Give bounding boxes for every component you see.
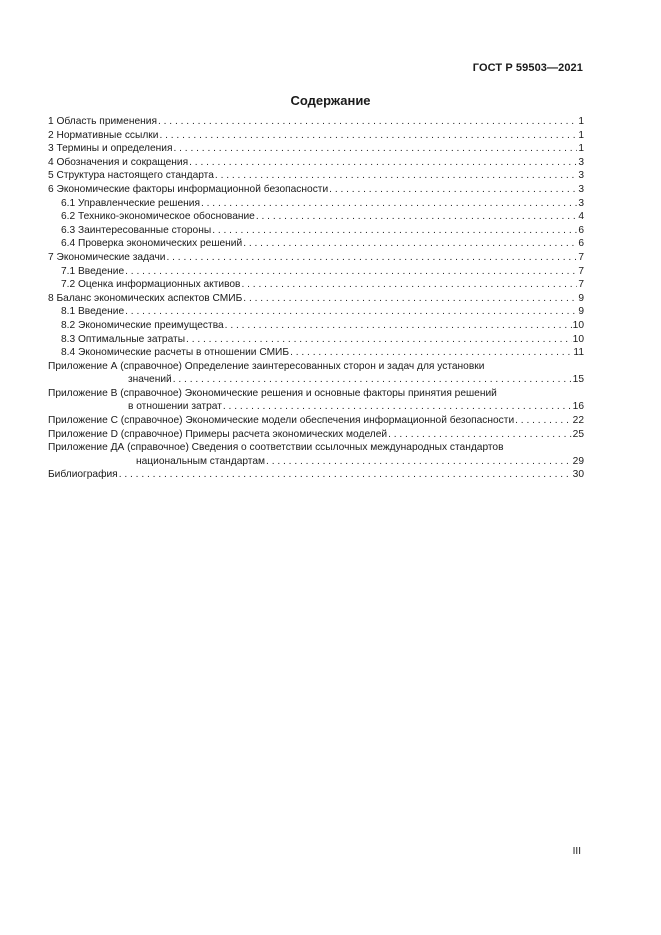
toc-leader [290, 346, 572, 360]
toc-entry-text: 7.2 Оценка информационных активов [61, 279, 241, 291]
toc-entry-text: национальным стандартам [136, 455, 266, 467]
toc-page-number: 15 [572, 374, 584, 386]
toc-entry-text: 8.4 Экономические расчеты в отношении СМИБ [61, 347, 290, 359]
toc-entry[interactable] [48, 142, 584, 156]
toc-entry-text: 1 Область применения [48, 116, 157, 127]
toc-leader [215, 169, 577, 183]
toc-entry-text: 7.1 Введение [61, 265, 125, 277]
toc-appendix[interactable] [48, 387, 584, 401]
toc-entry[interactable] [48, 183, 584, 197]
toc-entry[interactable] [48, 156, 584, 170]
toc-page-number: 7 [578, 279, 584, 291]
toc-entry-text: Приложение С (справочное) Экономические модели обеспечения информационной безопасности [48, 415, 515, 427]
toc-entry-text: в отношении затрат [128, 401, 222, 413]
toc-page-number: 16 [572, 401, 584, 413]
toc-page-number: 1 [578, 129, 584, 141]
toc-leader [256, 210, 577, 224]
toc-leader [125, 265, 577, 279]
page-number: III [572, 846, 581, 857]
toc-entry-text: Приложение А (справочное) Определение заинтересованных сторон и задач для установки [48, 360, 485, 372]
toc-page-number: 3 [578, 170, 584, 182]
toc-entry-text: 4 Обозначения и сокращения [48, 156, 189, 168]
toc-appendix[interactable] [48, 428, 584, 442]
toc-entry[interactable] [48, 115, 584, 129]
page-title: Содержание [290, 93, 371, 108]
toc-leader [159, 129, 577, 143]
toc-entry-text: 3 Термины и определения [48, 143, 173, 155]
toc-page-number: 9 [578, 306, 584, 318]
toc-entry-text: 6.2 Технико-экономическое обоснование [61, 211, 255, 223]
standard-designation: ГОСТ Р 59503—2021 [472, 62, 583, 74]
toc-entry-text: 8.2 Экономические преимущества [61, 319, 224, 331]
toc-subentry[interactable] [48, 333, 584, 347]
toc-page-number: 30 [572, 469, 584, 481]
toc-leader [212, 224, 577, 238]
toc-entry-text: 8.3 Оптимальные затраты [61, 333, 186, 345]
toc-leader [166, 251, 577, 265]
toc-leader [266, 455, 572, 469]
table-of-contents [48, 115, 584, 482]
toc-page-number: 1 [578, 116, 584, 127]
toc-leader [223, 400, 572, 414]
toc-leader [119, 468, 572, 482]
toc-entry-text: 8 Баланс экономических аспектов СМИБ [48, 292, 243, 304]
toc-page-number: 3 [578, 156, 584, 168]
toc-entry[interactable] [48, 169, 584, 183]
toc-leader [225, 319, 572, 333]
toc-leader [243, 292, 577, 306]
toc-entry-text: Приложение В (справочное) Экономические решения и основные факторы принятия решений [48, 387, 497, 399]
toc-appendix[interactable] [48, 414, 584, 428]
toc-page-number: 7 [578, 251, 584, 263]
toc-page-number: 25 [572, 428, 584, 440]
toc-page-number: 22 [572, 415, 584, 427]
toc-page-number: 11 [573, 347, 584, 359]
toc-leader [201, 197, 577, 211]
toc-entry-text: 2 Нормативные ссылки [48, 129, 159, 141]
toc-page-number: 6 [578, 224, 584, 236]
toc-leader [189, 156, 577, 170]
toc-leader [125, 305, 577, 319]
toc-subentry[interactable] [48, 237, 584, 251]
toc-leader [241, 278, 577, 292]
toc-subentry[interactable] [48, 319, 584, 333]
toc-subentry[interactable] [48, 305, 584, 319]
toc-subentry[interactable] [48, 346, 584, 360]
toc-entry[interactable] [48, 468, 584, 482]
toc-entry-text: Приложение ДА (справочное) Сведения о соответствии ссылочных международных стандартов [48, 442, 504, 454]
toc-page-number: 3 [578, 183, 584, 195]
toc-page-number: 1 [578, 143, 584, 155]
toc-entry-text: Библиография [48, 469, 118, 481]
toc-entry-text: Приложение D (справочное) Примеры расчета экономических моделей [48, 428, 388, 440]
toc-leader [158, 115, 577, 129]
toc-page-number: 3 [578, 197, 584, 209]
toc-subentry[interactable] [48, 197, 584, 211]
toc-appendix-continuation[interactable] [48, 373, 584, 387]
toc-entry-text: 6 Экономические факторы информационной безопасности [48, 183, 329, 195]
toc-leader [243, 237, 577, 251]
toc-entry[interactable] [48, 251, 584, 265]
toc-page-number: 4 [578, 211, 584, 223]
toc-entry-text: 6.4 Проверка экономических решений [61, 238, 243, 250]
toc-entry-text: 7 Экономические задачи [48, 251, 166, 263]
toc-appendix-continuation[interactable] [48, 400, 584, 414]
toc-entry-text: значений [128, 374, 172, 386]
toc-page-number: 6 [578, 238, 584, 250]
toc-entry[interactable] [48, 292, 584, 306]
toc-leader [186, 333, 572, 347]
toc-page-number: 9 [578, 292, 584, 304]
toc-subentry[interactable] [48, 278, 584, 292]
toc-appendix[interactable] [48, 441, 584, 455]
toc-leader [173, 142, 577, 156]
toc-subentry[interactable] [48, 265, 584, 279]
toc-leader [329, 183, 577, 197]
toc-entry[interactable] [48, 129, 584, 143]
toc-entry-text: 6.3 Заинтересованные стороны [61, 224, 212, 236]
toc-entry-text: 5 Структура настоящего стандарта [48, 170, 214, 182]
toc-page-number: 29 [572, 455, 584, 467]
toc-leader [173, 373, 572, 387]
toc-subentry[interactable] [48, 224, 584, 238]
toc-page-number: 7 [578, 265, 584, 277]
toc-leader [388, 428, 572, 442]
toc-leader [515, 414, 572, 428]
toc-appendix[interactable] [48, 360, 584, 374]
toc-page-number: 10 [572, 319, 584, 331]
toc-entry-text: 6.1 Управленческие решения [61, 197, 200, 209]
toc-page-number: 10 [572, 333, 584, 345]
toc-appendix-continuation[interactable] [48, 455, 584, 469]
toc-subentry[interactable] [48, 210, 584, 224]
toc-entry-text: 8.1 Введение [61, 306, 125, 318]
